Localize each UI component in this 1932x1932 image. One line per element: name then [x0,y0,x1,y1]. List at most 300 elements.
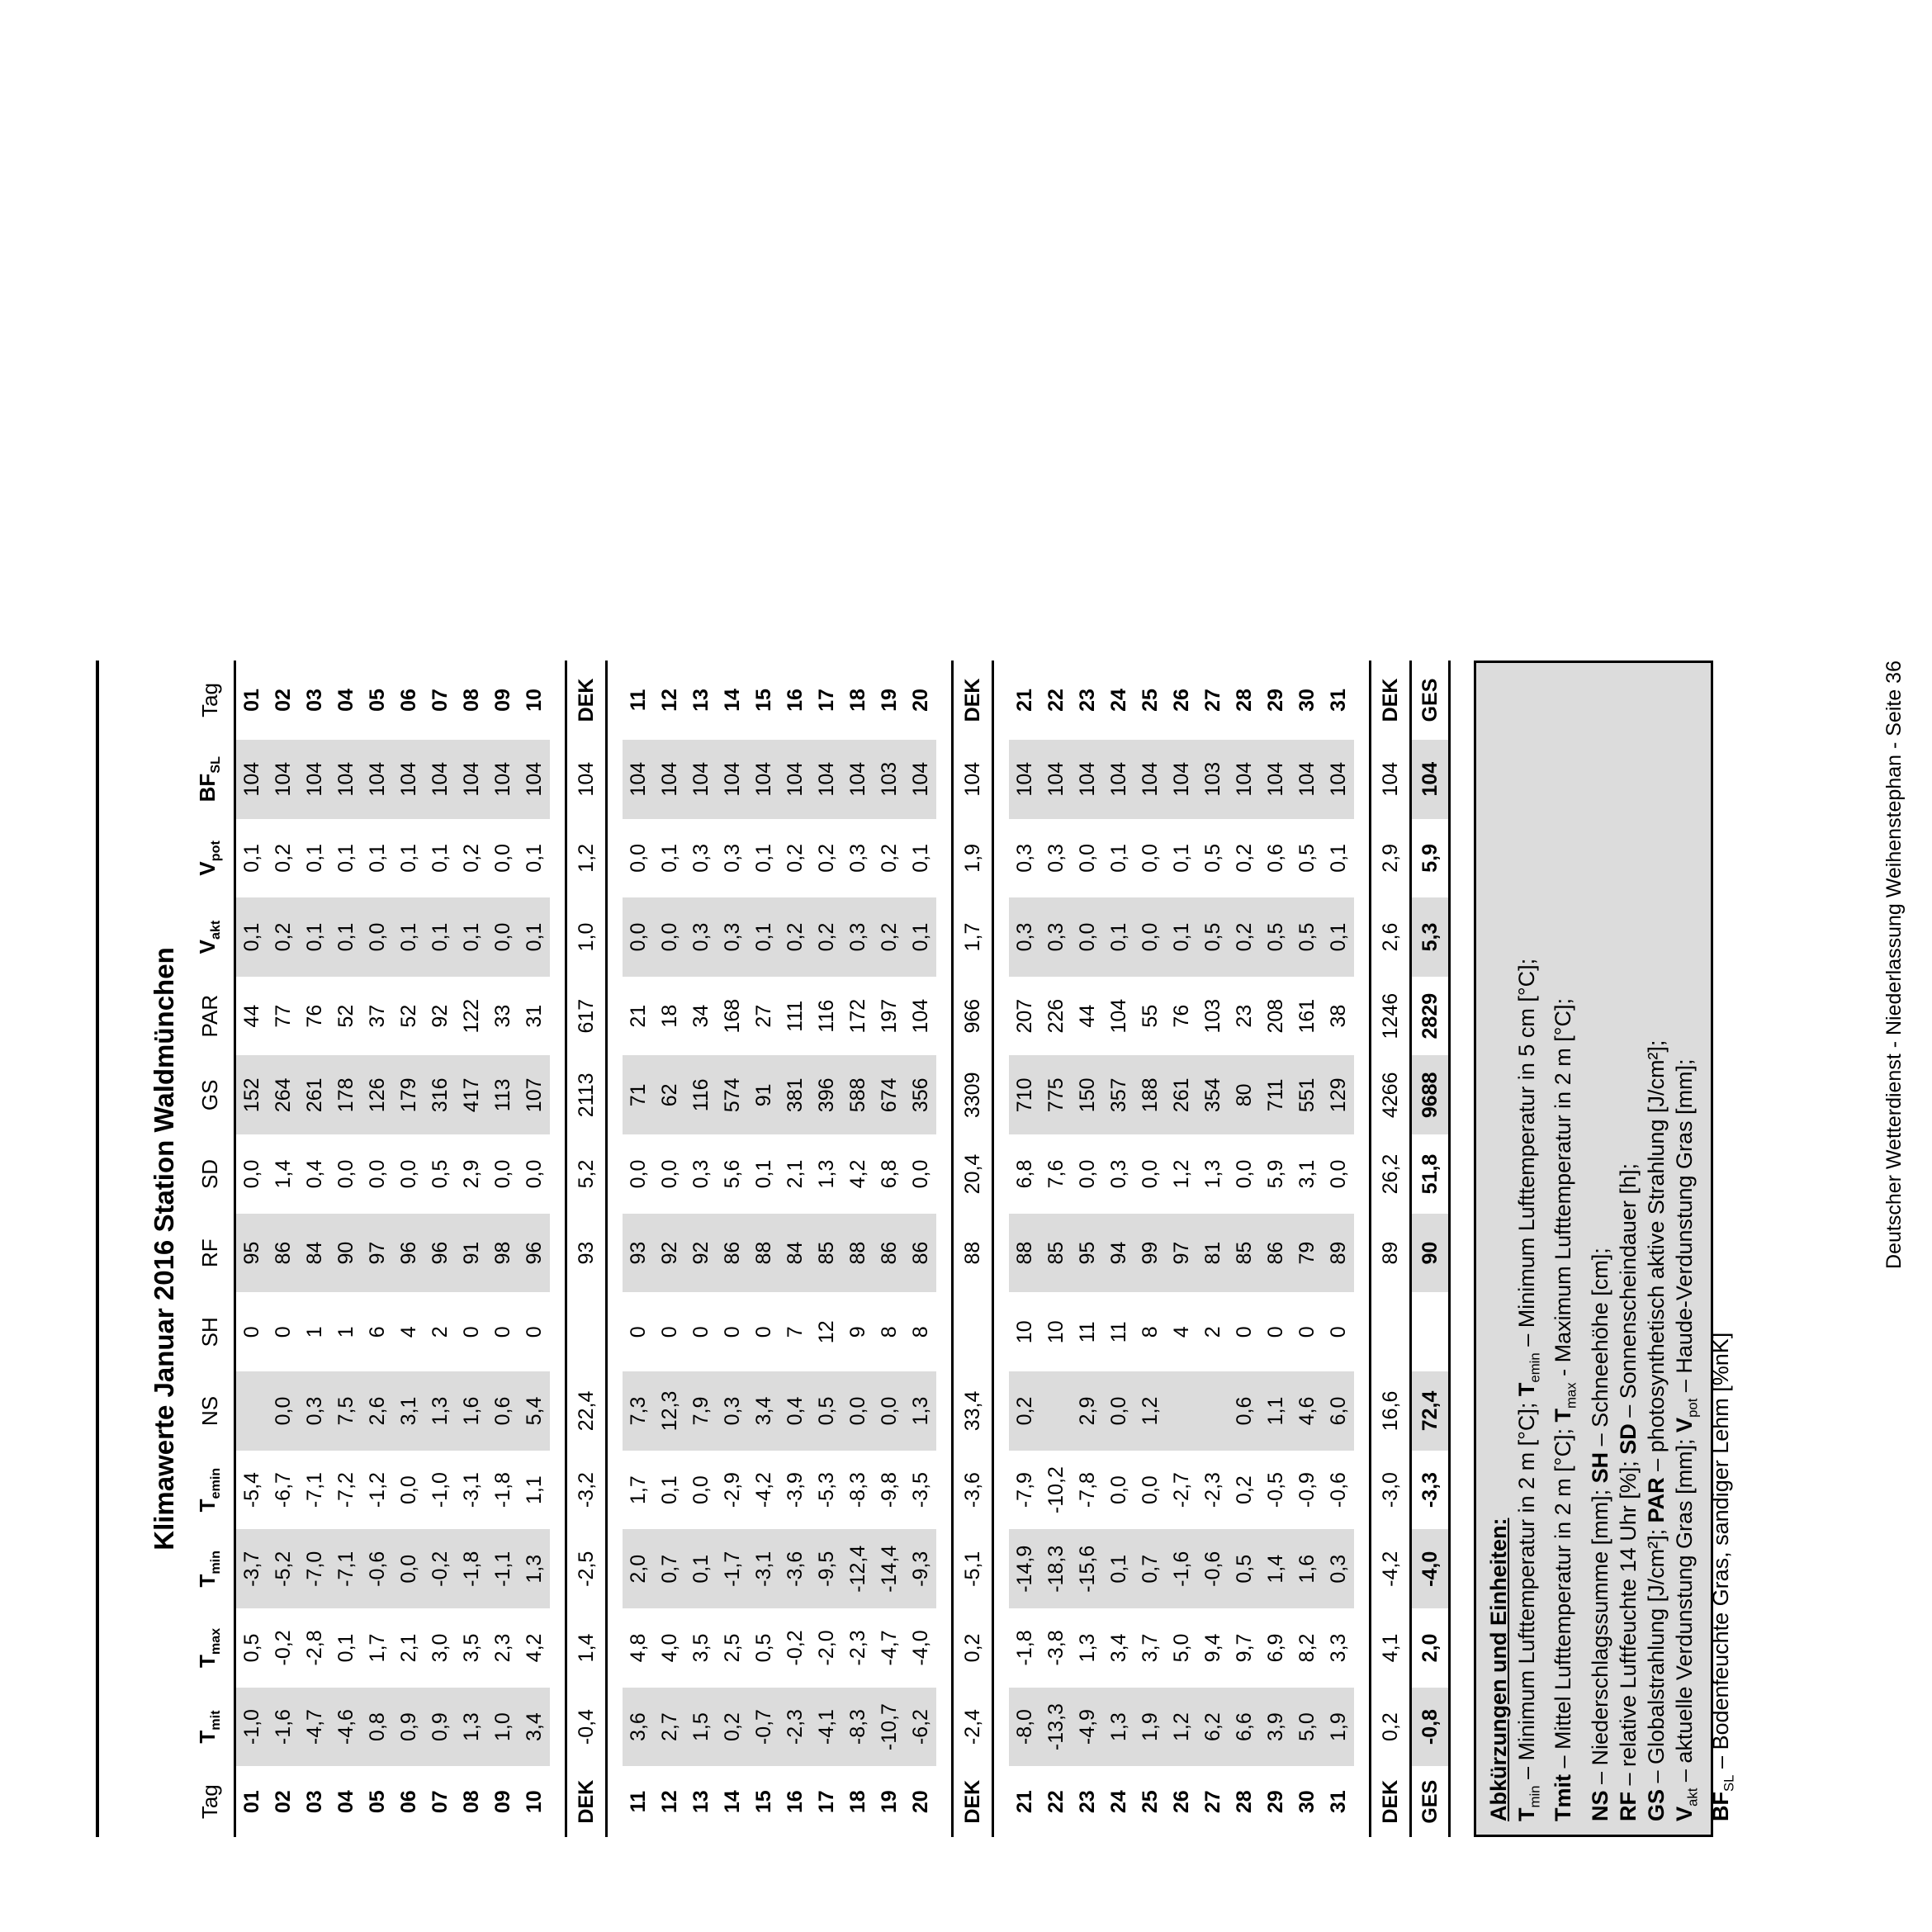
value-cell: -1,8 [456,1529,487,1608]
value-cell: 1,3 [814,1159,838,1189]
day-cell: 26 [1169,1790,1193,1814]
table-row [1134,661,1166,1837]
value-cell: 0,5 [1291,897,1323,977]
value-cell: 93 [566,1214,607,1293]
value-cell: -7,1 [302,1472,326,1508]
value-cell: 26,2 [1371,1134,1411,1214]
value-cell: -14,4 [874,1529,905,1608]
value-cell: 8 [877,1326,901,1338]
value-cell: 0 [490,1326,514,1338]
value-cell: 4,2 [845,1159,869,1189]
legend-text: – Minimum Lufttemperatur in 5 cm [°C]; [1514,958,1539,1353]
spacer-cell [607,661,623,1837]
table-row [874,661,905,1837]
day-cell: 09 [490,1790,514,1814]
value-cell: 4 [396,1326,420,1338]
value-cell: 104 [424,740,456,819]
day-cell: 16 [783,1790,807,1814]
day-cell: 28 [1232,1790,1256,1814]
value-cell: 0,0 [1138,843,1162,873]
value-cell: 0,3 [1040,897,1072,977]
value-cell: 3,4 [748,1371,779,1451]
value-cell: 0,1 [905,897,936,977]
value-cell: 264 [268,1056,299,1135]
column-header-main: NS [197,1395,222,1427]
value-cell: 98 [487,1214,519,1293]
value-cell: 0,1 [396,843,420,873]
value-cell: 0,0 [490,843,514,873]
value-cell: 0,0 [689,1475,713,1504]
value-cell: 2,3 [490,1633,514,1663]
value-cell: 208 [1263,998,1287,1034]
value-cell: 1,7 [626,1475,650,1504]
day-cell: DEK [953,661,993,740]
value-cell: 0,6 [487,1371,519,1451]
value-cell: -3,7 [235,1529,268,1608]
table-row [330,661,362,1837]
value-cell: 2,0 [623,1529,654,1608]
table-row [905,661,936,1837]
day-cell: 31 [1326,1790,1350,1814]
value-cell: 4,6 [1291,1371,1323,1451]
day-cell: 22 [1044,1790,1068,1814]
column-header-main: RF [197,1238,222,1267]
value-cell: 1,2 [1134,1371,1166,1451]
day-cell: 19 [877,689,901,712]
legend-abbr: Tmit [1551,1774,1576,1821]
table-spacer-row [1354,661,1371,1837]
table-row [748,661,779,1837]
top-rule [96,661,99,1837]
value-cell: -4,7 [299,1688,330,1767]
table-row [779,661,811,1837]
value-cell: 674 [874,1056,905,1135]
table-row [1072,661,1103,1837]
legend-text: – relative Luftfeuchte 14 Uhr [%]; [1615,1454,1641,1792]
column-header [186,819,235,898]
legend-abbr-sub: akt [1684,1788,1701,1807]
value-cell: 1,1 [522,1475,546,1504]
value-cell: 0,1 [657,843,681,873]
value-cell: 0,3 [717,897,748,977]
value-cell: 0,2 [1009,1371,1040,1451]
value-cell: 172 [845,998,869,1034]
value-cell: 0,0 [1075,843,1099,873]
column-header-main: PAR [197,994,222,1038]
value-cell: -3,0 [1371,1451,1411,1530]
value-cell: -0,6 [362,1529,393,1608]
value-cell: -0,9 [1295,1472,1319,1508]
column-header-main: Tag [197,1784,222,1820]
value-cell: 1 [334,1326,358,1338]
value-cell: 126 [362,1056,393,1135]
legend-text: – Sonnenscheindauer [h]; [1615,1163,1641,1424]
day-cell: 02 [271,689,295,712]
legend-abbr: PAR [1643,1477,1669,1523]
value-cell: 0,1 [456,897,487,977]
column-header-sub: pot [208,841,224,862]
table-row [1197,661,1229,1837]
page-title: Klimawerte Januar 2016 Station Waldmünchen [149,947,179,1551]
value-cell: 0,0 [1232,1159,1256,1189]
day-cell: 16 [783,689,807,712]
value-cell: 85 [811,1214,842,1293]
column-header-sub: mit [208,1710,224,1731]
value-cell: 2 [428,1326,452,1338]
day-cell: 12 [657,1790,681,1814]
value-cell: 2,9 [459,1159,483,1189]
value-cell: 0,1 [393,897,424,977]
value-cell: 104 [1291,740,1323,819]
value-cell: 104 [1323,740,1354,819]
table-spacer-row [550,661,566,1837]
value-cell: 113 [487,1056,519,1135]
value-cell: 2 [1200,1326,1224,1338]
value-cell: 0,6 [1263,843,1287,873]
value-cell [1166,1371,1197,1451]
value-cell: 0,3 [720,843,744,873]
value-cell: 5,2 [566,1134,607,1214]
value-cell: 104 [519,740,550,819]
value-cell: 89 [1371,1214,1411,1293]
value-cell: 0,0 [268,1371,299,1451]
value-cell: 0,2 [953,1608,993,1688]
value-cell: 0,1 [908,843,932,873]
value-cell: 3,5 [459,1633,483,1663]
column-header-main: SH [197,1317,222,1347]
value-cell: 10 [1044,1320,1068,1344]
value-cell: 104 [566,740,607,819]
value-cell: 76 [1169,1004,1193,1028]
day-cell: 04 [334,1790,358,1814]
table-spacer-row [607,661,623,1837]
value-cell: 3,4 [1106,1633,1130,1663]
value-cell: 0,0 [1326,1159,1350,1189]
value-cell: 104 [905,740,936,819]
value-cell: -5,3 [814,1472,838,1508]
legend-text: – Minimum Lufttemperatur in 2 m [°C]; [1514,1396,1539,1786]
value-cell: 3,0 [428,1633,452,1663]
value-cell: 21 [626,1004,650,1028]
column-header-sub: akt [208,920,224,940]
legend-text: – Mittel Lufttemperatur in 2 m [°C]; [1551,1422,1576,1774]
value-cell: 0,1 [428,843,452,873]
value-cell: 104 [1009,740,1040,819]
value-cell: 103 [1197,740,1229,819]
value-cell: -1,8 [490,1472,514,1508]
value-cell: -7,9 [1012,1472,1036,1508]
spacer-cell [993,661,1010,1837]
value-cell: 22,4 [566,1371,607,1451]
value-cell: 5,0 [1169,1633,1193,1663]
value-cell: 0,0 [1134,897,1166,977]
value-cell: 55 [1138,1004,1162,1028]
day-cell: 20 [908,689,932,712]
value-cell: 0,3 [685,897,717,977]
value-cell: 0,1 [330,897,362,977]
value-cell: 0,6 [1229,1371,1260,1451]
value-cell: 1,3 [519,1529,550,1608]
value-cell: 2,1 [783,1159,807,1189]
value-cell: 2829 [1411,977,1450,1056]
value-cell: 8 [908,1326,932,1338]
value-cell: 44 [1075,1004,1099,1028]
value-cell: 104 [953,740,993,819]
value-cell: 0,0 [626,843,650,873]
value-cell: -7,2 [334,1472,358,1508]
value-cell: -5,1 [953,1529,993,1608]
value-cell: 0 [1232,1326,1256,1338]
value-cell: 0,1 [239,843,263,873]
value-cell: 11 [1106,1321,1130,1343]
value-cell: 0,0 [334,1159,358,1189]
value-cell: 104 [330,740,362,819]
value-cell: 5,4 [519,1371,550,1451]
value-cell: 104 [456,740,487,819]
value-cell: 18 [657,1004,681,1028]
legend-abbr-sub: max [1563,1382,1579,1409]
value-cell: 396 [811,1056,842,1135]
value-cell: 710 [1009,1056,1040,1135]
value-cell: -2,3 [845,1630,869,1666]
value-cell: 0,0 [908,1159,932,1189]
value-cell: -3,8 [1044,1630,1068,1666]
value-cell: 95 [1072,1214,1103,1293]
legend-box [1474,661,1737,1837]
day-cell: DEK [1371,1766,1411,1837]
column-header-main: BF [195,773,220,803]
value-cell: 0,0 [654,897,685,977]
value-cell: 0,3 [299,1371,330,1451]
value-cell: 92 [428,1004,452,1028]
value-cell: 3,6 [623,1688,654,1767]
value-cell: 7,6 [1044,1159,1068,1189]
day-cell: 15 [751,689,775,712]
value-cell: -8,3 [842,1688,874,1767]
value-cell: 0 [1263,1326,1287,1338]
value-cell: 6,8 [877,1159,901,1189]
value-cell: 966 [953,977,993,1056]
value-cell: -4,2 [751,1472,775,1508]
day-cell: 05 [365,689,389,712]
value-cell: 0 [720,1326,744,1338]
value-cell: 104 [235,740,268,819]
day-cell: DEK [566,1766,607,1837]
value-cell: 31 [522,1004,546,1028]
value-cell: 0,0 [626,1159,650,1189]
value-cell: 0,2 [1232,1475,1256,1504]
value-cell: -0,2 [424,1529,456,1608]
value-cell: 0,1 [235,897,268,977]
day-cell: 18 [845,1790,869,1814]
value-cell: -4,6 [330,1688,362,1767]
value-cell: 0,5 [1295,843,1319,873]
day-cell: 17 [814,1790,838,1814]
legend-abbr-sub: min [1527,1785,1543,1808]
value-cell: 1,3 [905,1371,936,1451]
value-cell: 94 [1103,1214,1134,1293]
value-cell: 4266 [1371,1056,1411,1135]
value-cell: 0,5 [428,1159,452,1189]
value-cell: 0,2 [717,1688,748,1767]
value-cell: 161 [1295,998,1319,1034]
value-cell: -3,5 [908,1472,932,1508]
value-cell: 0,1 [1103,1529,1134,1608]
day-cell: 04 [334,689,358,712]
value-cell: 104 [779,740,811,819]
column-header-main: T [195,1655,220,1668]
legend-text: – Globalstrahlung [J/cm²]; [1643,1522,1669,1789]
spacer-cell [936,661,953,1837]
value-cell: 2,0 [1411,1608,1450,1688]
day-cell: 06 [396,1790,420,1814]
value-cell: -0,6 [1326,1472,1350,1508]
value-cell: 0,2 [1229,897,1260,977]
day-cell: 08 [459,689,483,712]
value-cell: 1,3 [1103,1688,1134,1767]
value-cell: 0 [522,1326,546,1338]
column-header-main: Tag [197,682,222,717]
value-cell: 0,5 [751,1633,775,1663]
value-cell: 0,1 [1169,843,1193,873]
value-cell: 2,6 [1371,897,1411,977]
value-cell: 0,2 [1232,843,1256,873]
value-cell: 1 [302,1326,326,1338]
day-cell: 14 [720,1790,744,1814]
value-cell: 93 [623,1214,654,1293]
legend-text: – aktuelle Verdunstung Gras [mm]; [1671,1432,1697,1788]
value-cell: 0,3 [1106,1159,1130,1189]
value-cell: 86 [874,1214,905,1293]
day-cell: 30 [1295,1790,1319,1814]
value-cell: 90 [1411,1214,1450,1293]
value-cell: -4,1 [811,1688,842,1767]
value-cell: 104 [685,740,717,819]
legend-line [1614,676,1642,1821]
value-cell: 0,3 [1323,1529,1354,1608]
column-header-sub: SL [208,756,224,774]
value-cell: 4,8 [626,1633,650,1663]
legend-abbr: GS [1643,1788,1669,1821]
value-cell: 0,3 [717,1371,748,1451]
value-cell: 1,3 [1075,1633,1099,1663]
value-cell: 417 [456,1056,487,1135]
value-cell: 0,2 [874,897,905,977]
value-cell: 1,3 [424,1371,456,1451]
value-cell: 6,9 [1263,1633,1287,1663]
legend-abbr: T [1514,1807,1539,1821]
value-cell: 0,9 [424,1688,456,1767]
day-cell: 15 [751,1790,775,1814]
value-cell: 0,1 [365,843,389,873]
value-cell: -1,8 [1012,1630,1036,1666]
value-cell: 91 [456,1214,487,1293]
column-header [186,1608,235,1688]
value-cell: -1,0 [428,1472,452,1508]
value-cell: 0,5 [1260,897,1291,977]
value-cell: 88 [748,1214,779,1293]
column-header-main: GS [197,1079,222,1111]
value-cell: -0,8 [1411,1688,1450,1767]
value-cell: 3309 [953,1056,993,1135]
value-cell: -7,8 [1075,1472,1099,1508]
table-row [393,661,424,1837]
value-cell: 5,9 [1263,1159,1287,1189]
value-cell: 91 [748,1056,779,1135]
value-cell: 0,1 [748,897,779,977]
value-cell: 0,1 [1106,843,1130,873]
value-cell: -14,9 [1009,1529,1040,1608]
day-cell: DEK [1371,661,1411,740]
value-cell: 0,0 [362,897,393,977]
value-cell: 6,6 [1229,1688,1260,1767]
table-row [1009,661,1040,1837]
day-cell: 13 [689,689,713,712]
legend-abbr-sub: emin [1527,1352,1543,1383]
legend-text: – Niederschlagssumme [mm]; [1587,1483,1612,1791]
value-cell: 3,7 [1138,1633,1162,1663]
legend-abbr: NS [1587,1790,1612,1821]
value-cell: 7,3 [623,1371,654,1451]
value-cell: 0 [751,1326,775,1338]
legend-text: – Schneehöhe [cm]; [1587,1248,1612,1452]
table-row [1323,661,1354,1837]
page-footer: Deutscher Wetterdienst - Niederlassung Weihenstephan - Seite 36 [1882,661,1906,1269]
value-cell [1040,1371,1072,1451]
value-cell: 5,0 [1291,1688,1323,1767]
value-cell: 81 [1197,1214,1229,1293]
legend-abbr-sub: pot [1684,1398,1701,1418]
value-cell: 316 [424,1056,456,1135]
legend-line [1642,676,1670,1821]
value-cell [1411,1292,1450,1371]
value-cell: 44 [239,1004,263,1028]
value-cell: 97 [362,1214,393,1293]
value-cell: 0,3 [1012,843,1036,873]
column-header [186,1529,235,1608]
value-cell: 1,6 [1291,1529,1323,1608]
column-header [186,1292,235,1371]
value-cell: -0,5 [1263,1472,1287,1508]
value-cell: -0,4 [566,1688,607,1767]
column-header [186,1766,235,1837]
value-cell: -3,6 [953,1451,993,1530]
day-cell: 13 [689,1790,713,1814]
value-cell: -10,7 [874,1688,905,1767]
value-cell: 38 [1326,1004,1350,1028]
day-cell: 02 [271,1790,295,1814]
table-row [811,661,842,1837]
value-cell: -2,3 [1200,1472,1224,1508]
value-cell: -8,0 [1009,1688,1040,1767]
day-cell: 01 [239,689,263,712]
day-cell: 21 [1012,1790,1036,1814]
value-cell: 5,6 [720,1159,744,1189]
table-row [842,661,874,1837]
value-cell: -4,7 [877,1630,901,1666]
value-cell: -5,4 [239,1472,263,1508]
value-cell: 7 [783,1326,807,1338]
legend-text: – Bodenfeuchte Gras, sandiger Lehm [%nK] [1708,1332,1734,1775]
value-cell: -3,3 [1411,1451,1450,1530]
value-cell: 0,0 [874,1371,905,1451]
legend-abbr: T [1551,1409,1576,1423]
value-cell: 1,7 [365,1633,389,1663]
value-cell: 0,1 [685,1529,717,1608]
day-cell: 08 [459,1790,483,1814]
value-cell: 0,0 [1138,1475,1162,1504]
value-cell: 551 [1291,1056,1323,1135]
